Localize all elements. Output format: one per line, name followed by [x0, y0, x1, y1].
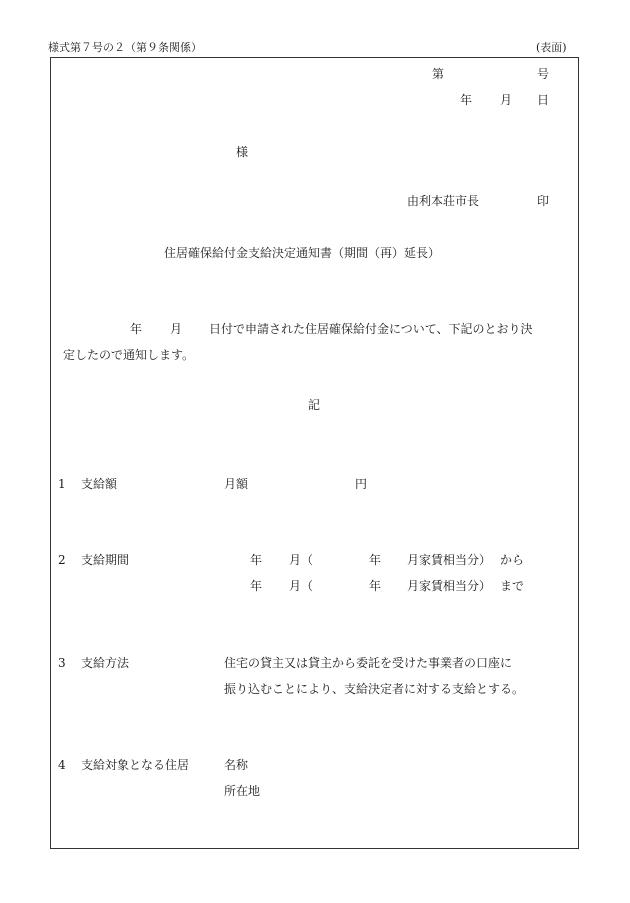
recipient-suffix: 様 [236, 145, 249, 159]
period-row2-year: 年 [250, 579, 263, 593]
ki-heading: 記 [308, 398, 321, 412]
period-row1-rent: 月家賃相当分） [407, 553, 492, 567]
document-frame [50, 57, 579, 849]
period-row1-year2: 年 [369, 553, 382, 567]
period-row1-month: 月（ [289, 553, 314, 567]
item-number: 1 [58, 477, 66, 491]
item-number: 3 [58, 656, 66, 670]
date-day: 日 [537, 93, 550, 107]
method-line1: 住宅の貸主又は貸主から委託を受けた事業者の口座に [224, 656, 513, 670]
period-label: 支給期間 [81, 553, 130, 567]
form-number: 様式第７号の２（第９条関係） [48, 41, 202, 54]
period-row1-year: 年 [250, 553, 263, 567]
body-line1: 日付で申請された住居確保給付金について、下記のとおり決 [209, 322, 533, 336]
period-row2-year2: 年 [369, 579, 382, 593]
period-row1-suffix: から [500, 553, 525, 567]
body-year: 年 [130, 322, 143, 336]
amount-label: 支給額 [81, 477, 118, 491]
amount-prefix: 月額 [224, 477, 249, 491]
residence-name-label: 名称 [224, 758, 249, 772]
body-month: 月 [170, 322, 183, 336]
method-line2: 振り込むことにより、支給決定者に対する支給とする。 [224, 682, 525, 696]
document-title: 住居確保給付金支給決定通知書（期間（再）延長） [164, 246, 441, 260]
seal: 印 [537, 194, 550, 208]
item-number: 4 [58, 758, 66, 772]
side-label: (表面) [536, 41, 567, 54]
residence-label: 支給対象となる住居 [81, 758, 190, 772]
issuer: 由利本荘市長 [407, 194, 480, 208]
body-line2: 定したので通知します。 [63, 348, 195, 362]
period-row2-suffix: まで [500, 579, 525, 593]
date-year: 年 [460, 93, 473, 107]
period-row2-month: 月（ [289, 579, 314, 593]
number-prefix: 第 [432, 67, 445, 81]
period-row2-rent: 月家賃相当分） [407, 579, 492, 593]
residence-address-label: 所在地 [224, 784, 261, 798]
date-month: 月 [500, 93, 513, 107]
amount-unit: 円 [355, 477, 368, 491]
number-suffix: 号 [537, 67, 550, 81]
method-label: 支給方法 [81, 656, 130, 670]
item-number: 2 [58, 553, 66, 567]
